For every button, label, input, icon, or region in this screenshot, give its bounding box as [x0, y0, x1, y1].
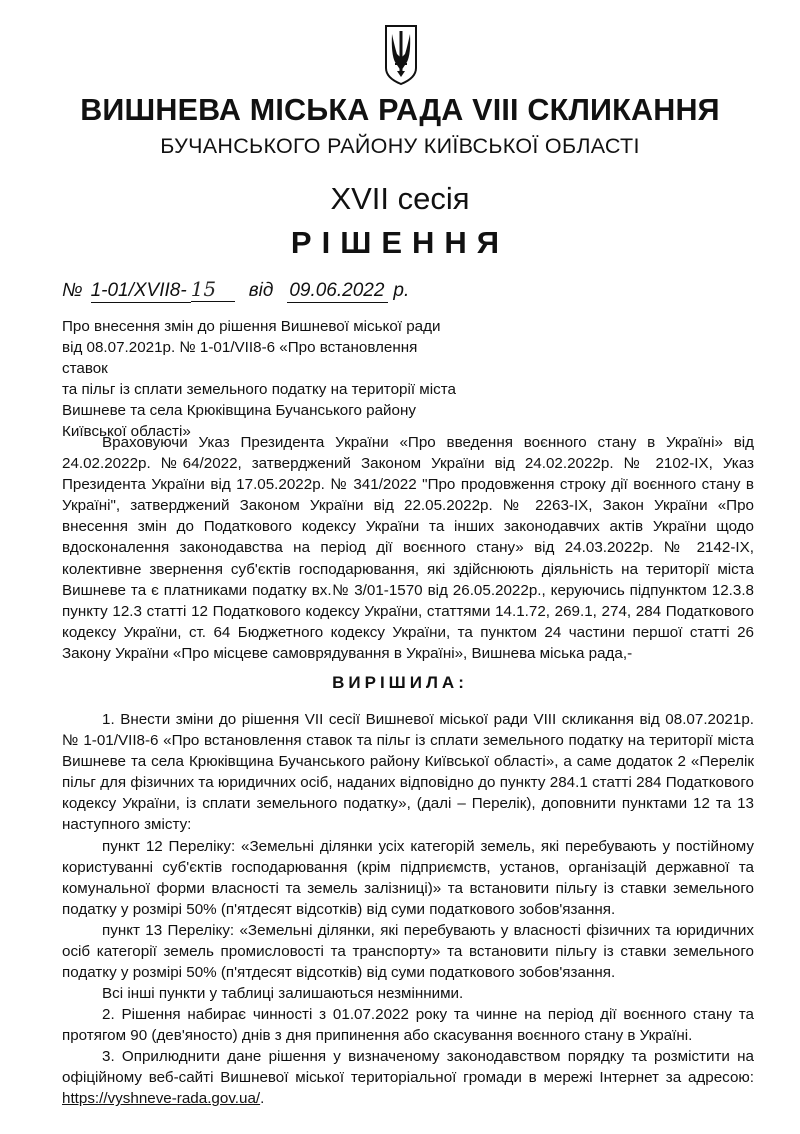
decision-subject: Про внесення змін до рішення Вишневої міської ради від 08.07.2021р. № 1-01/VII8-6 «Про встановлення ставок та пільг із сплати земельного податку на території міста Вишневе та села Крюківщина Бучанського району Київської області»	[62, 318, 456, 440]
item-3-paragraph	[62, 1046, 754, 1109]
resolved-heading: ВИРІШИЛА:	[332, 673, 468, 692]
decision-date: 09.06.2022	[287, 280, 388, 303]
preamble-paragraph: Враховуючи Указ Президента України «Про введення воєнного стану в Україні» від 24.02.2022р. №64/2022, затверджений Законом України від 24.02.2022р. № 2102-IX, Указ Президента України від 17.05.2022р. № 341/2022 "Про продовження строку дії воєнного стану в Україні", затверджений Законом України від 22.05.2022р. № 2263-IX, Закон України «Про внесення змін до Податкового кодексу України та інших законодавчих актів України щодо вдосконалення законодавства на період дії воєнного стану» від 24.03.2022р. № 2142-IX, колективне звернення суб'єктів господарювання, які здійснюють діяльність на території міста Вишневе та є платниками податку вх.№ 3/01-1570 від 26.05.2022р., керуючись підпунктом 12.3.8 пункту 12.3 статті 12 Податкового кодексу України, статтями 14.1.72, 269.1, 274, 284 Податкового кодексу України, ст. 64 Бюджетного кодексу України, та пунктом 24 частини першої статті 26 Закону України «Про місцеве самоврядування в Україні», Вишнева міська рада,-	[62, 434, 754, 662]
point-13-paragraph: пункт 13 Переліку: «Земельні ділянки, які перебувають у власності фізичних та юридичних осіб категорії земель промисловості та транспорту» та встановити пільгу із ставки земельного податку у розмірі 50% (п'ятдесят відсотків) від суми податкового зобов'язання.	[62, 922, 754, 982]
decision-number: 1-01/XVII8-	[91, 280, 191, 303]
decision-number-line	[62, 277, 409, 303]
item-2-paragraph: 2. Рішення набирає чинності з 01.07.2022 року та чинне на період дії воєнного стану та протягом 90 (дев'яносто) днів з дня припинення або скасування воєнного стану в Україні.	[62, 1006, 754, 1045]
number-prefix: №	[62, 280, 83, 301]
trident-emblem-icon	[383, 24, 419, 86]
date-prefix: від	[248, 280, 274, 301]
council-title: ВИШНЕВА МІСЬКА РАДА VIII СКЛИКАННЯ	[80, 93, 720, 127]
item-3-end: .	[260, 1090, 265, 1108]
date-suffix: р.	[393, 280, 410, 301]
item-1-paragraph: 1. Внести зміни до рішення VII сесії Вишневої міської ради VIII скликання від 08.07.2021р. № 1-01/VII8-6 «Про встановлення ставок та пільг із сплати земельного податку на території міста Вишневе та села Крюківщина Бучанського району Київської області», а саме додаток 2 «Перелік пільг для фізичних та юридичних осіб, наданих відповідно до пункту 284.1 статті 284 Податкового кодексу України, із сплати земельного податку», (далі – Перелік), доповнити пунктами 12 та 13 наступного змісту:	[62, 711, 754, 834]
point-12-paragraph: пункт 12 Переліку: «Земельні ділянки усіх категорій земель, які перебувають у постійному користуванні суб'єктів господарювання (крім підприємств, установ, організацій державної та комунальної форми власності та земель залізниці)» та встановити пільгу із ставки земельного податку у розмірі 50% (п'ятдесят відсотків) від суми податкового зобов'язання.	[62, 838, 754, 919]
handwritten-number: 15	[191, 277, 235, 302]
others-unchanged-paragraph: Всі інші пункти у таблиці залишаються незмінними.	[102, 985, 464, 1002]
session-label: XVII сесія	[330, 181, 470, 216]
website-link[interactable]: https://vyshneve-rada.gov.ua/	[62, 1090, 261, 1108]
item-3-text: 3. Оприлюднити дане рішення у визначеному законодавством порядку та розмістити на офіційному веб-сайті Вишневої міської територіальної громади в мережі Інтернет за адресою:	[62, 1048, 754, 1087]
decision-heading: РІШЕННЯ	[290, 225, 510, 260]
council-subtitle: БУЧАНСЬКОГО РАЙОНУ КИЇВСЬКОЇ ОБЛАСТІ	[160, 134, 640, 158]
